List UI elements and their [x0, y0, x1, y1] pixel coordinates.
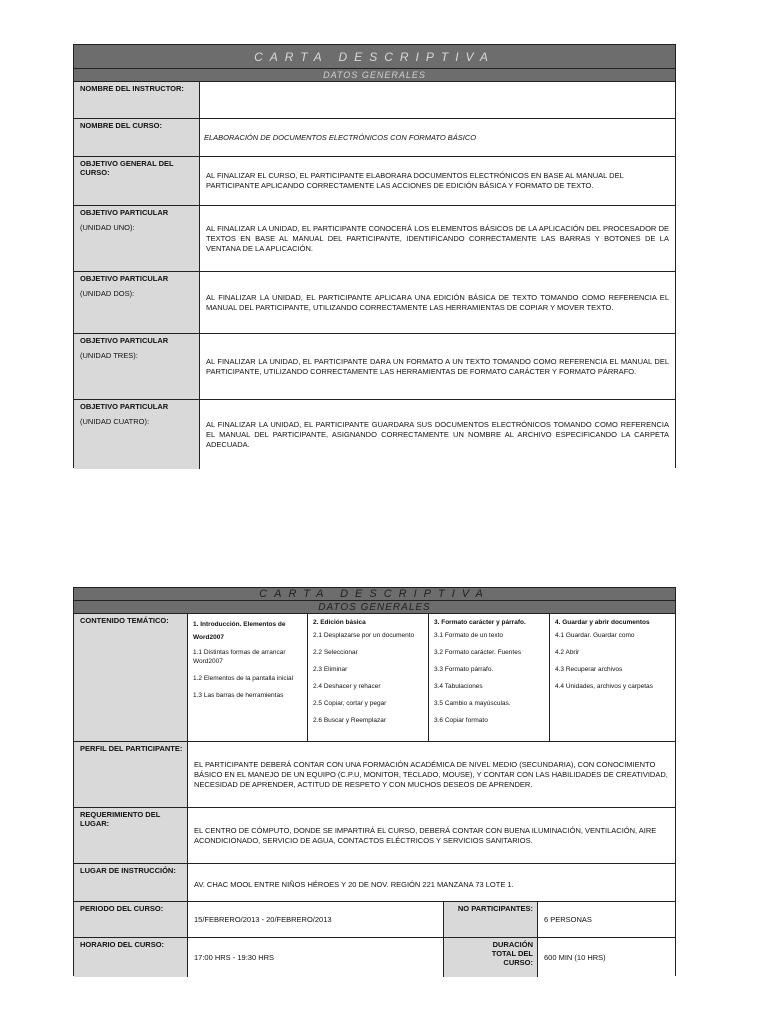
unit-item: 3.3 Formato párrafo. — [434, 666, 494, 673]
row-label: OBJETIVO PARTICULAR (UNIDAD DOS): — [74, 272, 200, 333]
unit-item: 2.1 Desplazarse por un documento — [313, 632, 415, 639]
unit-item: 2.5 Copiar, cortar y pegar — [313, 700, 387, 707]
row-value: ELABORACIÓN DE DOCUMENTOS ELECTRÓNICOS CON FORMATO BÁSICO — [204, 132, 477, 142]
row-label: LUGAR DE INSTRUCCIÓN: — [74, 864, 188, 901]
row-value: 15/FEBRERO/2013 - 20/FEBRERO/2013 — [188, 902, 444, 937]
unit-column-1 — [188, 614, 308, 741]
table-subheader: DATOS GENERALES — [74, 601, 675, 614]
unit-item: 3.1 Formato de un texto — [434, 632, 504, 639]
row-value: AL FINALIZAR LA UNIDAD, EL PARTICIPANTE APLICARA UNA EDICIÓN BÁSICA DE TEXTO TOMANDO COMO REFERENCIA EL MANUAL DEL PARTICIPANTE, UTILIZANDO CORRECTAMENTE LAS HERRAMIENTAS DE COPIAR Y MOVER TEXTO. — [206, 292, 669, 312]
row-label: PERFIL DEL PARTICIPANTE: — [74, 742, 188, 807]
unit-item: 1.1 Distintas formas de arrancar Word2007 — [193, 649, 286, 665]
row-value: AV. CHAC MOOL ENTRE NIÑOS HÉROES Y 20 DE NOV. REGIÓN 221 MANZANA 73 LOTE 1. — [194, 879, 514, 889]
table-header: CARTA DESCRIPTIVA — [74, 588, 675, 601]
unit-title: 3. Formato carácter y párrafo. — [434, 619, 526, 626]
row-objetivo-cuatro — [74, 400, 675, 469]
row-objetivo-general — [74, 157, 675, 206]
row-label: NOMBRE DEL CURSO: — [74, 119, 200, 156]
no-participantes-label: NO PARTICIPANTES: — [444, 902, 538, 937]
duracion-value: 600 MIN (10 HRS) — [544, 952, 606, 962]
no-participantes-value: 6 PERSONAS — [544, 914, 592, 924]
row-label: OBJETIVO GENERAL DEL CURSO: — [74, 157, 200, 205]
unit-item: 1.2 Elementos de la pantalla inicial — [193, 675, 294, 682]
unit-column-4 — [550, 614, 675, 741]
row-requerimiento — [74, 808, 675, 864]
unit-column-2 — [308, 614, 429, 741]
unit-item: 1.3 Las barras de herramientas — [193, 692, 284, 699]
unit-item: 3.2 Formato carácter. Fuentes — [434, 649, 522, 656]
row-curso — [74, 119, 675, 157]
unit-title: 2. Edición básica — [313, 619, 366, 626]
row-label: HORARIO DEL CURSO: — [74, 938, 188, 977]
row-value: EL CENTRO DE CÓMPUTO, DONDE SE IMPARTIRÁ EL CURSO, DEBERÁ CONTAR CON BUENA ILUMINACIÓN, VENTILACIÓN, AIRE ACONDICIONADO, SERVICIO DE AGUA, CONTACTOS ELÉCTRICOS Y SERVICIOS SANITARIOS. — [194, 825, 657, 845]
unit-title: 4. Guardar y abrir documentos — [555, 619, 650, 626]
carta-descriptiva-table-2 — [73, 587, 676, 976]
row-label: OBJETIVO PARTICULAR (UNIDAD UNO): — [74, 206, 200, 271]
row-instructor — [74, 82, 675, 119]
unit-item: 4.1 Guardar. Guardar como — [555, 632, 635, 639]
row-label: CONTENIDO TEMÁTICO: — [74, 614, 188, 741]
row-label: NOMBRE DEL INSTRUCTOR: — [74, 82, 200, 118]
unit-item: 2.6 Buscar y Reemplazar — [313, 717, 386, 724]
unit-title: 1. Introducción. Elementos de Word2007 — [193, 621, 286, 641]
row-label: OBJETIVO PARTICULAR (UNIDAD CUATRO): — [74, 400, 200, 469]
unit-item: 2.2 Seleccionar — [313, 649, 358, 656]
unit-item: 2.3 Eliminar — [313, 666, 348, 673]
row-objetivo-uno — [74, 206, 675, 272]
unit-item: 4.2 Abrir — [555, 649, 580, 656]
row-periodo — [74, 902, 675, 938]
duracion-label: DURACIÓN TOTAL DEL CURSO: — [444, 938, 538, 977]
row-perfil — [74, 742, 675, 808]
unit-item: 4.3 Recuperar archivos — [555, 666, 623, 673]
unit-item: 3.5 Cambio a mayúsculas. — [434, 700, 511, 707]
row-label: OBJETIVO PARTICULAR (UNIDAD TRES): — [74, 334, 200, 399]
row-objetivo-tres — [74, 334, 675, 400]
table-header: CARTA DESCRIPTIVA — [74, 45, 675, 69]
unit-item: 2.4 Deshacer y rehacer — [313, 683, 381, 690]
row-contenido-tematico — [74, 614, 675, 742]
row-value: 17:00 HRS - 19:30 HRS — [188, 938, 444, 977]
row-lugar — [74, 864, 675, 902]
row-label: PERIODO DEL CURSO: — [74, 902, 188, 937]
carta-descriptiva-table-1 — [73, 44, 676, 468]
unit-item: 4.4 Unidades, archivos y carpetas — [555, 683, 653, 690]
unit-item: 3.4 Tabulaciones — [434, 683, 483, 690]
row-value: AL FINALIZAR EL CURSO, EL PARTICIPANTE ELABORARA DOCUMENTOS ELECTRÓNICOS EN BASE AL MANUAL DEL PARTICIPANTE APLICANDO CORRECTAMENTE LAS ACCIONES DE EDICIÓN BÁSICA Y FORMATO DE TEXTO. — [206, 171, 624, 190]
row-horario — [74, 938, 675, 977]
row-value: AL FINALIZAR LA UNIDAD, EL PARTICIPANTE CONOCERÁ LOS ELEMENTOS BÁSICOS DE LA APLICACIÓN DEL PROCESADOR DE TEXTOS EN BASE AL MANUAL DEL PARTICIPANTE, IDENTIFICANDO CORRECTAMENTE LAS BARRAS Y BOTONES DE LA VENTANA DE LA APLICACIÓN. — [206, 223, 669, 253]
row-value: AL FINALIZAR LA UNIDAD, EL PARTICIPANTE GUARDARA SUS DOCUMENTOS ELECTRÓNICOS TOMANDO COMO REFERENCIA EL MANUAL DEL PARTICIPANTE, ASIGNANDO CORRECTAMENTE UN NOMBRE AL ARCHIVO ESPECIFICANDO LA CARPETA ADECUADA. — [206, 419, 669, 449]
row-label: REQUERIMIENTO DEL LUGAR: — [74, 808, 188, 863]
unit-item: 3.6 Copiar formato — [434, 717, 488, 724]
row-value: EL PARTICIPANTE DEBERÁ CONTAR CON UNA FORMACIÓN ACADÉMICA DE NIVEL MEDIO (SECUNDARIA), CON CONOCIMIENTO BÁSICO EN EL MANEJO DE UN EQUIPO (C.P.U, MONITOR, TECLADO, MOUSE), Y CONTAR CON LAS HABILIDADES DE CREATIVIDAD, NECESIDAD DE APRENDER, ACTITUD DE RESPETO Y CON MUCHOS DESEOS DE APRENDER. — [194, 759, 668, 789]
row-value: AL FINALIZAR LA UNIDAD, EL PARTICIPANTE DARA UN FORMATO A UN TEXTO TOMANDO COMO REFERENCIA EL MANUAL DEL PARTICIPANTE, UTILIZANDO CORRECTAMENTE LAS HERRAMIENTAS DE FORMATO CARÁCTER Y FORMATO PÁRRAFO. — [206, 356, 669, 376]
table-subheader: DATOS GENERALES — [74, 69, 675, 82]
row-objetivo-dos — [74, 272, 675, 334]
unit-column-3 — [429, 614, 550, 741]
row-value — [200, 82, 675, 118]
